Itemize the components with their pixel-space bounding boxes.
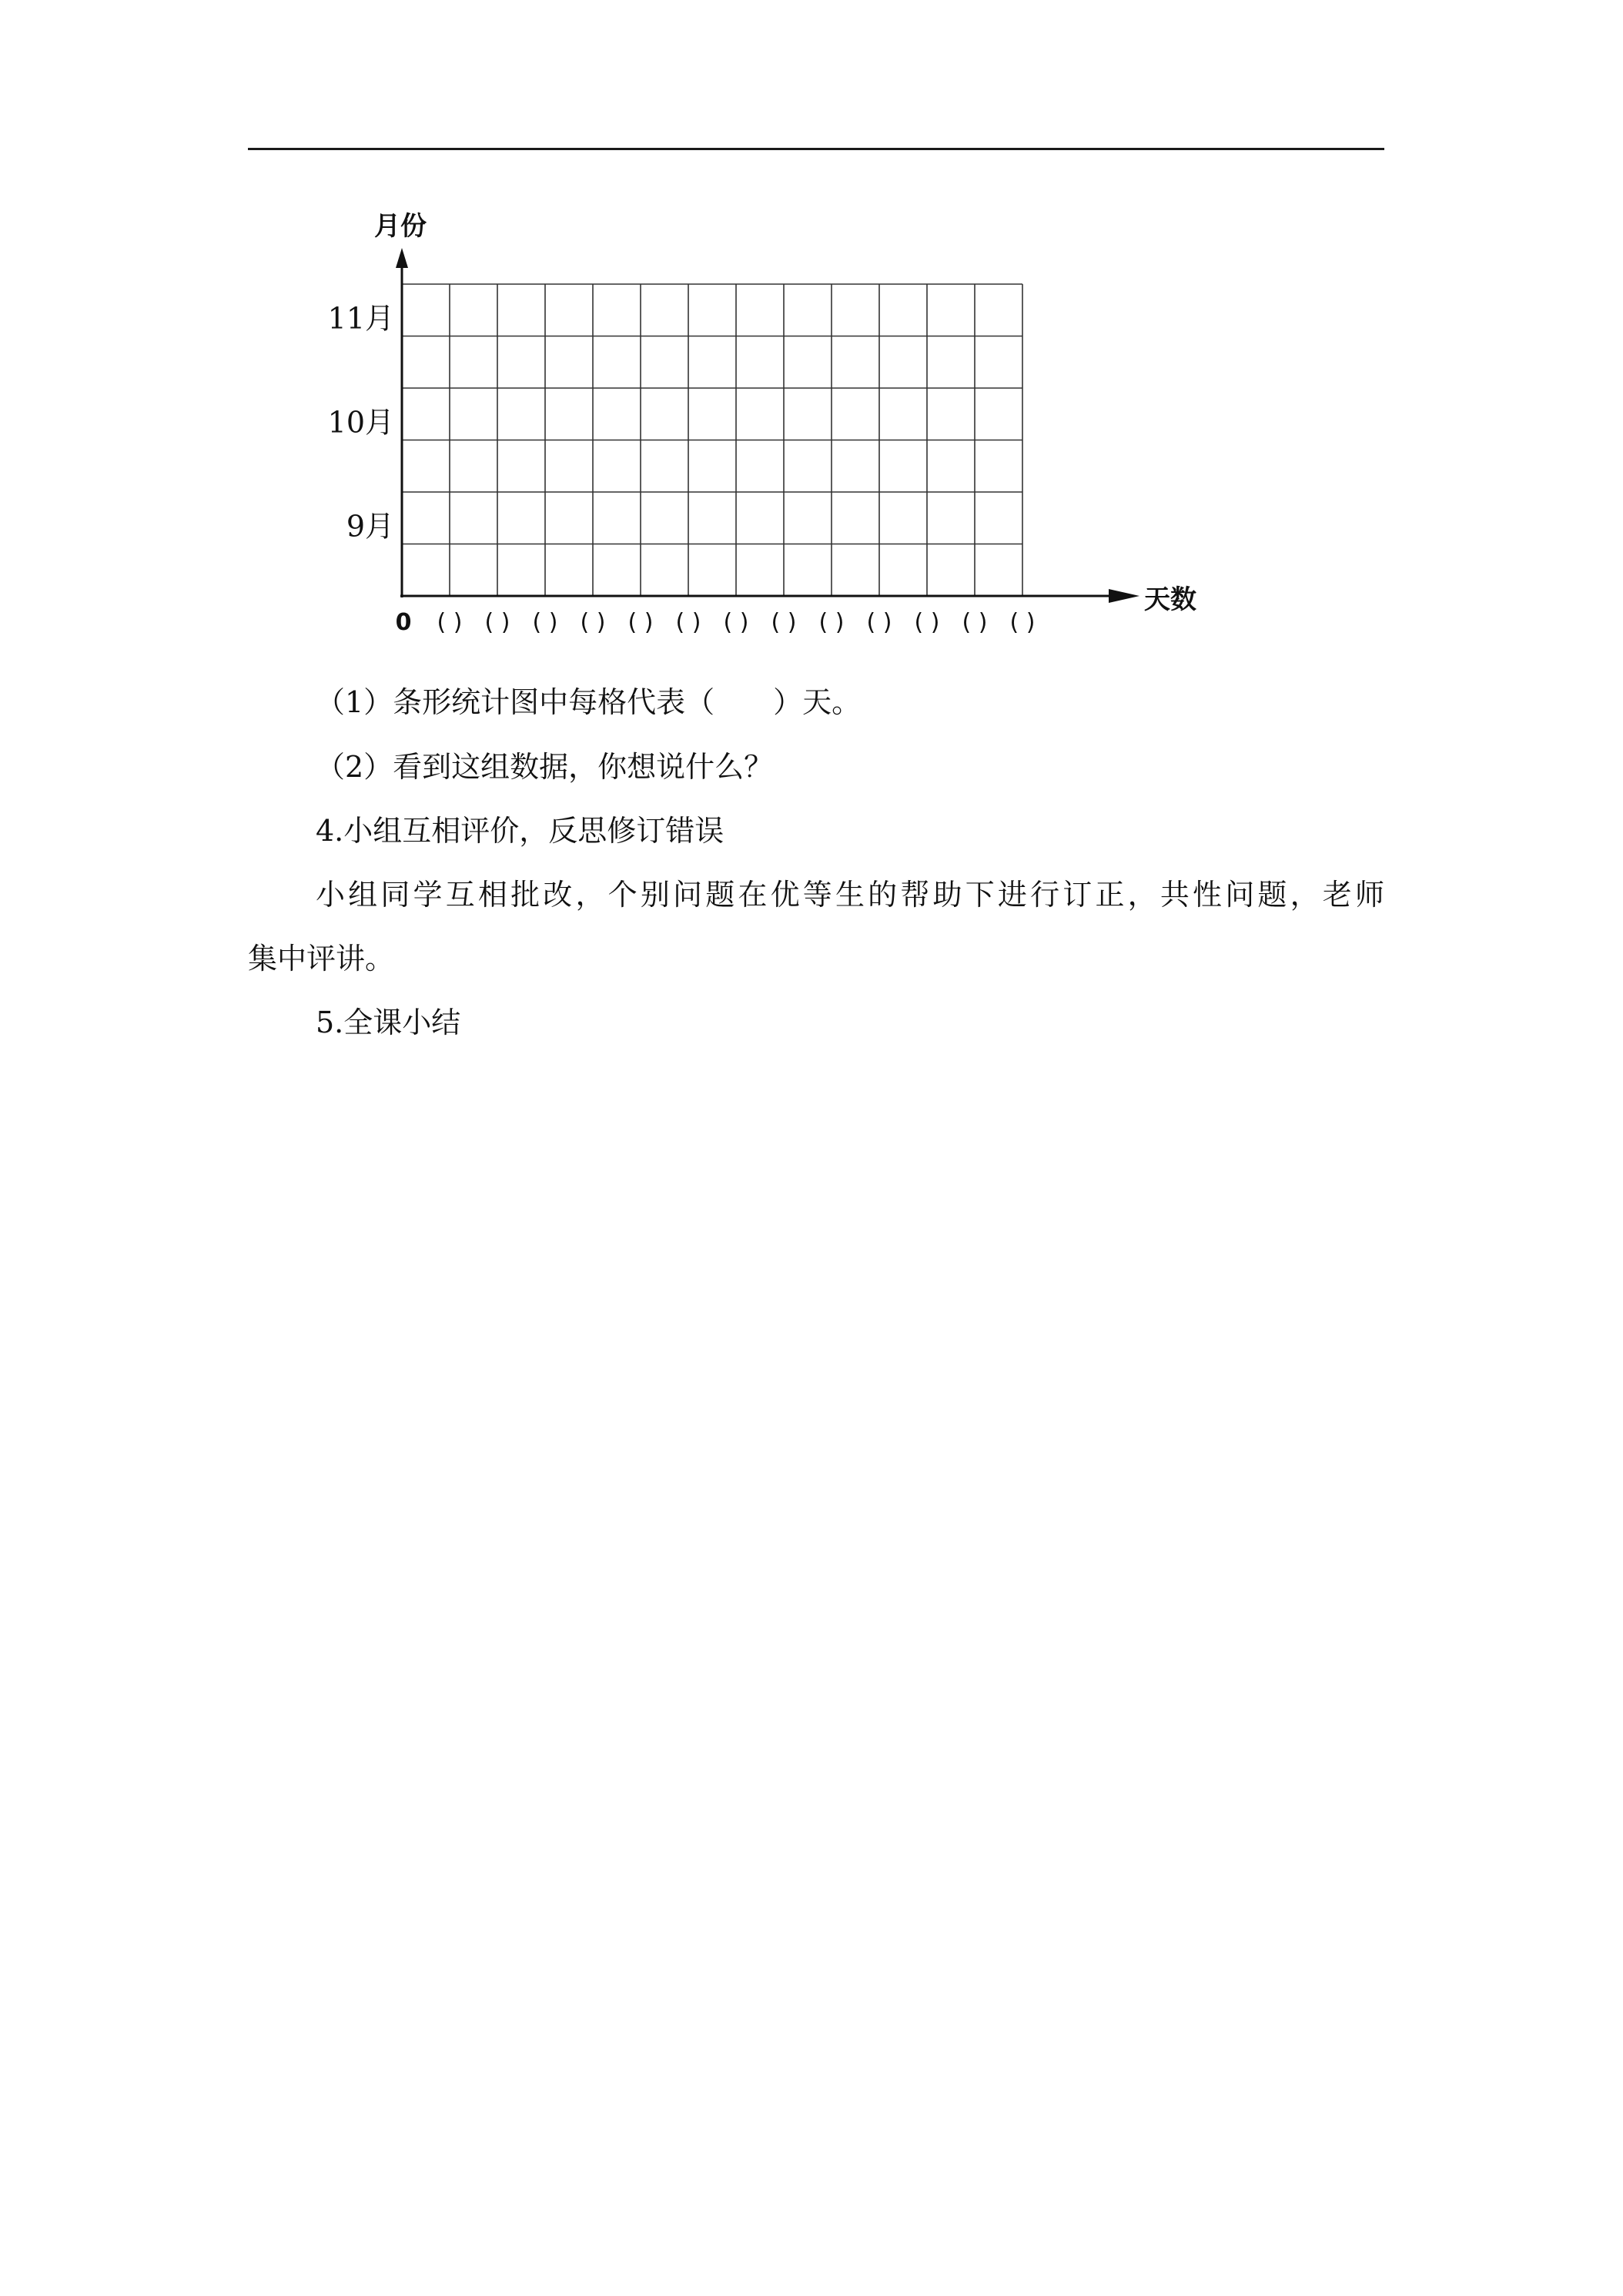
- question-1: （1）条形统计图中每格代表（ ）天。: [316, 685, 862, 719]
- section-4-body-line-1: 小组同学互相批改，个别问题在优等生的帮助下进行订正，共性问题，老师: [316, 878, 1384, 912]
- x-tick-label: ( ): [484, 609, 510, 636]
- x-tick-label: ( ): [675, 609, 701, 636]
- bar-chart: [0, 0, 1623, 662]
- x-tick-label: ( ): [437, 609, 463, 636]
- x-tick-label: ( ): [580, 609, 606, 636]
- x-tick-label: ( ): [723, 609, 749, 636]
- origin-label: 0: [395, 609, 412, 636]
- x-tick-label: ( ): [818, 609, 845, 636]
- section-4-heading: 4.小组互相评价，反思修订错误: [316, 814, 724, 848]
- x-tick-label: ( ): [627, 609, 654, 636]
- y-tick-label: 11月: [327, 301, 394, 336]
- x-tick-label: ( ): [532, 609, 558, 636]
- section-4-body-line-2: 集中评讲。: [248, 942, 395, 976]
- chart-grid: [402, 284, 1022, 596]
- y-tick-label: 10月: [327, 405, 394, 440]
- x-axis-arrow: [1109, 589, 1139, 603]
- x-tick-label: ( ): [866, 609, 892, 636]
- x-tick-label: ( ): [771, 609, 797, 636]
- x-axis-title: 天数: [1144, 584, 1196, 615]
- x-tick-label: ( ): [1009, 609, 1036, 636]
- y-axis-arrow: [396, 248, 408, 268]
- y-axis-title: 月份: [374, 211, 427, 242]
- question-2: （2）看到这组数据，你想说什么？: [316, 750, 774, 784]
- chart-labels: [328, 211, 1196, 636]
- section-5-heading: 5.全课小结: [316, 1006, 461, 1039]
- chart-axes: [396, 248, 1139, 603]
- y-tick-label: 9月: [346, 509, 394, 544]
- x-tick-label: ( ): [962, 609, 988, 636]
- x-tick-label: ( ): [914, 609, 940, 636]
